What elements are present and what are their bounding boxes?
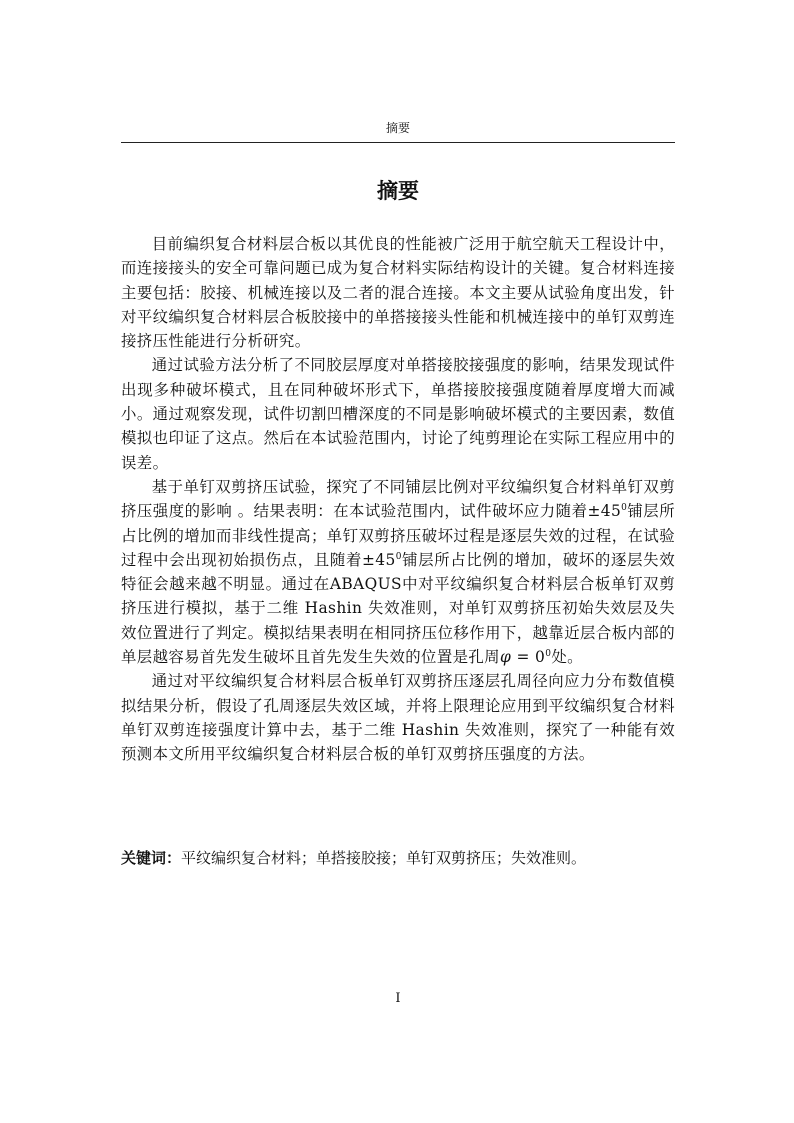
keywords-text: 平纹编织复合材料；单搭接胶接；单钉双剪挤压；失效准则。 [181,849,587,867]
keywords-line [121,846,675,870]
keywords-label: 关键词： [121,849,182,867]
abstract-paragraph-4: 通过对平纹编织复合材料层合板单钉双剪挤压逐层孔周径向应力分布数值模拟结果分析，假设了孔周逐层失效区域，并将上限理论应用到平纹编织复合材料单钉双剪连接强度计算中去，基于二维 Hashin 失效准则，探究了一种能有效预测本文所用平纹编织复合材料层合板的单钉双剪挤压强度的方法。 [121,672,675,764]
abstract-paragraph-2: 通过试验方法分析了不同胶层厚度对单搭接胶接强度的影响，结果发现试件出现多种破坏模式，且在同种破坏形式下，单搭接胶接强度随着厚度增大而减小。通过观察发现，试件切割凹槽深度的不同是影响破坏模式的主要因素，数值模拟也印证了这点。然后在本试验范围内，讨论了纯剪理论在实际工程应用中的误差。 [121,356,675,472]
phi-symbol: φ [499,648,512,667]
degree-superscript-3: 0 [545,648,552,659]
abstract-body [121,232,675,767]
paragraph-3-part-b: 铺层所占比例的增加而非线性提高；单钉双剪挤压破坏过程是逐层失效的过程，在试验过程中会出现初始损伤点，且随着±45 [121,502,675,569]
equation-text: = 0 [511,648,546,667]
abstract-title: 摘要 [377,179,419,203]
running-header-title: 摘要 [385,121,410,135]
running-header [121,120,675,143]
degree-superscript-2: 0 [395,551,402,562]
abstract-paragraph-3 [121,475,675,669]
page-number: I [395,991,401,1006]
paragraph-3-part-a: 基于单钉双剪挤压试验，探究了不同铺层比例对平纹编织复合材料单钉双剪挤压强度的影响 。结果表明：在本试验范围内，试件破坏应力随着±45 [121,477,675,521]
degree-superscript-1: 0 [621,503,628,514]
abstract-paragraph-1: 目前编织复合材料层合板以其优良的性能被广泛用于航空航天工程设计中，而连接接头的安全可靠问题已成为复合材料实际结构设计的关键。复合材料连接主要包括：胶接、机械连接以及二者的混合连接。本文主要从试验角度出发，针对平纹编织复合材料层合板胶接中的单搭接接头性能和机械连接中的单钉双剪连接挤压性能进行分析研究。 [121,235,675,351]
paragraph-3-part-c: 铺层所占比例的增加，破坏的逐层失效特征会越来越不明显。通过在ABAQUS中对平纹编织复合材料层合板单钉双剪挤压进行模拟，基于二维 Hashin 失效准则，对单钉双剪挤压初始失效层及失效位置进行了判定。模拟结果表明在相同挤压位移作用下，越靠近层合板内部的单层越容易首先发生破坏且首先发生失效的位置是孔周 [121,550,675,667]
paragraph-3-part-d: 处。 [551,648,583,667]
